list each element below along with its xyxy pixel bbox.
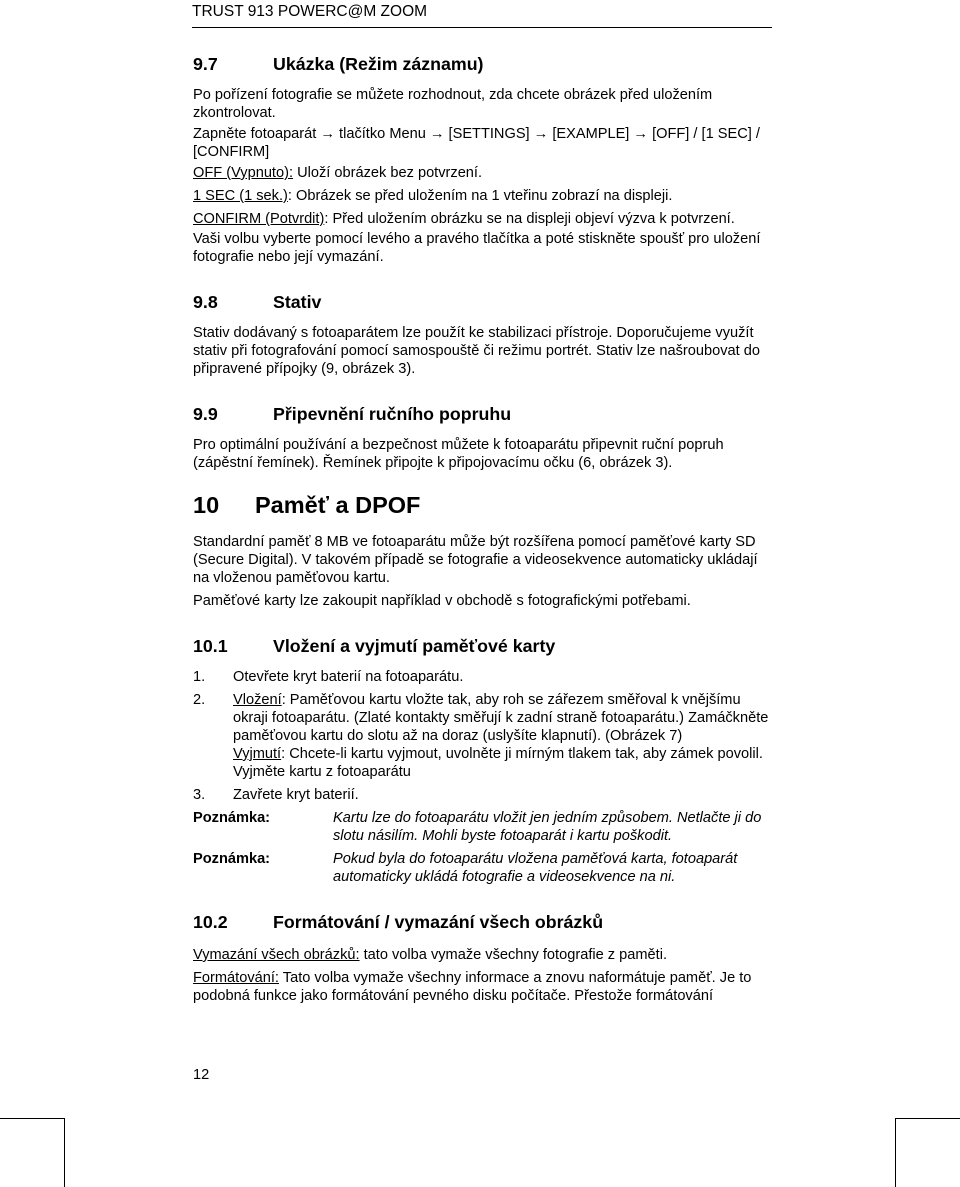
page-content xyxy=(193,53,773,1005)
section-heading-10-1 xyxy=(193,635,773,657)
section-title: Připevnění ručního popruhu xyxy=(273,404,512,424)
section-number: 9.9 xyxy=(193,404,218,424)
list-text: Otevřete kryt baterií na fotoaparátu. xyxy=(233,669,464,685)
option-term: OFF (Vypnuto): xyxy=(193,165,294,181)
section-title: Ukázka (Režim záznamu) xyxy=(273,54,484,74)
paragraph: Paměťové karty lze zakoupit například v obchodě s fotografickými potřebami. xyxy=(193,593,691,609)
section-heading-9-7 xyxy=(193,53,773,75)
option-1sec xyxy=(193,187,773,205)
paragraph: Po pořízení fotografie se můžete rozhodnout, zda chcete obrázek před uložením zkontrolovat. xyxy=(193,87,713,121)
option-desc: : Obrázek se před uložením na 1 vteřinu zobrazí na displeji. xyxy=(287,188,673,204)
list-number: 3. xyxy=(193,787,206,803)
crop-mark xyxy=(64,1118,65,1187)
option-confirm xyxy=(193,210,773,228)
option-desc: Uloží obrázek bez potvrzení. xyxy=(293,165,483,181)
note-label: Poznámka: xyxy=(193,810,271,826)
note xyxy=(193,809,773,845)
option-term: Vymazání všech obrázků: xyxy=(193,947,360,963)
section-number: 9.7 xyxy=(193,54,218,74)
section-heading-9-9 xyxy=(193,403,773,425)
paragraph: Zapněte fotoaparát → tlačítko Menu → [SETTINGS] → [EXAMPLE] → [OFF] / [1 SEC] / [CONFIRM] xyxy=(193,126,760,160)
option-desc: Tato volba vymaže všechny informace a znovu naformátuje paměť. Je to podobná funkce jako formátování pevného disku počítače. Přestože formátování xyxy=(193,970,752,1004)
paragraph: Standardní paměť 8 MB ve fotoaparátu může být rozšířena pomocí paměťové karty SD (Secure Digital). V takovém případě se fotografie a videosekvence automaticky ukládají na vloženou paměťovou kartu. xyxy=(193,534,758,586)
insert-instructions xyxy=(233,691,773,745)
section-heading-10-2 xyxy=(193,911,773,933)
section-title: Stativ xyxy=(273,292,322,312)
section-number: 10.2 xyxy=(193,912,228,932)
option-desc: tato volba vymaže všechny fotografie z paměti. xyxy=(359,947,667,963)
list-number: 2. xyxy=(193,692,206,708)
step-term: Vyjmutí xyxy=(233,746,282,762)
list-item xyxy=(193,786,773,804)
list-text: Zavřete kryt baterií. xyxy=(233,787,359,803)
option-desc: : Před uložením obrázku se na displeji objeví výzva k potvrzení. xyxy=(324,211,735,227)
paragraph: Stativ dodávaný s fotoaparátem lze použít ke stabilizaci přístroje. Doporučujeme využít stativ při fotografování pomocí samospouště či režimu portrét. Stativ lze našroubovat do připravené přípojky (9, obrázek 3). xyxy=(193,325,760,377)
section-number: 9.8 xyxy=(193,292,218,312)
list-item xyxy=(193,691,773,781)
chapter-heading-10 xyxy=(193,491,773,519)
page-number: 12 xyxy=(193,1067,210,1083)
paragraph: Pro optimální používání a bezpečnost můžete k fotoaparátu připevnit ruční popruh (zápěstní řemínek). Řemínek připojte k připojovacímu očku (6, obrázek 3). xyxy=(193,437,724,471)
note xyxy=(193,850,773,886)
section-number: 10.1 xyxy=(193,636,228,656)
step-text: : Chcete-li kartu vyjmout, uvolněte ji mírným tlakem tak, aby zámek povolil. Vyjměte kartu z fotoaparátu xyxy=(233,746,763,780)
option-off xyxy=(193,164,773,182)
paragraph: Vaši volbu vyberte pomocí levého a pravého tlačítka a poté stiskněte spoušť pro uložení fotografie nebo její vymazání. xyxy=(193,231,761,265)
paragraph-format xyxy=(193,969,773,1005)
note-text: Kartu lze do fotoaparátu vložit jen jedním způsobem. Netlačte ji do slotu násilím. Mohli byste fotoaparát i kartu poškodit. xyxy=(333,810,762,844)
section-title: Vložení a vyjmutí paměťové karty xyxy=(273,636,556,656)
paragraph-erase-all xyxy=(193,946,773,964)
option-term: Formátování: xyxy=(193,970,279,986)
chapter-title: Paměť a DPOF xyxy=(255,492,421,518)
list-item xyxy=(193,668,773,686)
note-text: Pokud byla do fotoaparátu vložena paměťová karta, fotoaparát automaticky ukládá fotografie a videosekvence na ni. xyxy=(333,851,738,885)
crop-mark xyxy=(895,1118,896,1187)
option-term: CONFIRM (Potvrdit) xyxy=(193,211,325,227)
list-number: 1. xyxy=(193,669,206,685)
section-heading-9-8 xyxy=(193,291,773,313)
remove-instructions xyxy=(233,745,773,781)
crop-mark xyxy=(896,1118,960,1119)
section-title: Formátování / vymazání všech obrázků xyxy=(273,912,604,932)
step-text: : Paměťovou kartu vložte tak, aby roh se zářezem směřoval k vnějšímu okraji fotoaparátu. (Zlaté kontakty směřují k zadní straně fotoaparátu.) Zamáčkněte paměťovou kartu do slotu až na doraz (uslyšíte klapnutí). (Obrázek 7) xyxy=(233,692,769,744)
option-term: 1 SEC (1 sek.) xyxy=(193,188,288,204)
chapter-number: 10 xyxy=(193,492,220,518)
crop-mark xyxy=(0,1118,64,1119)
step-term: Vložení xyxy=(233,692,282,708)
running-header: TRUST 913 POWERC@M ZOOM xyxy=(192,3,772,28)
note-label: Poznámka: xyxy=(193,851,271,867)
